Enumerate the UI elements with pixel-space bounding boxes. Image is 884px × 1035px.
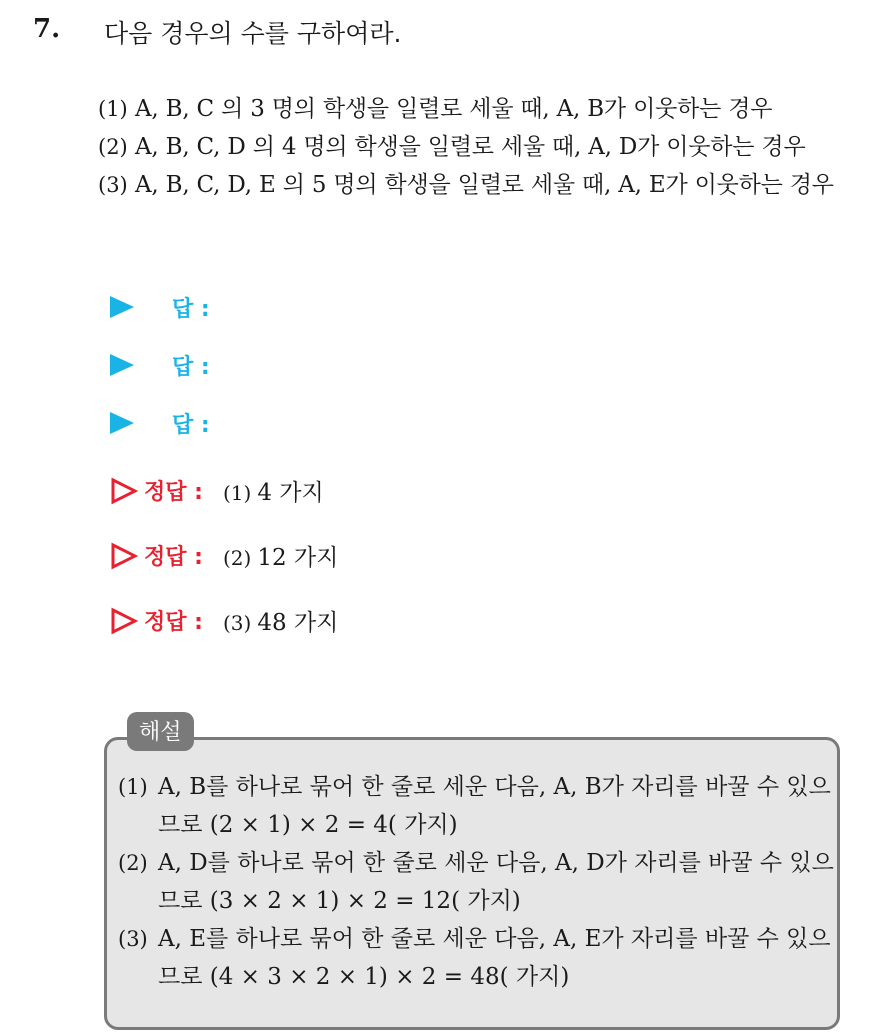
solution-text: A, B를 하나로 묶어 한 줄로 세운 다음, A, B가 자리를 바꿀 수 있으므로 (2 × 1) × 2 = 4( 가지) (158, 774, 831, 838)
correct-label: 정답 : (144, 480, 203, 505)
correct-value (223, 474, 324, 507)
item-text: A, B, C, D 의 4 명의 학생을 일렬로 세울 때, A, D가 이웃하는 경우 (135, 134, 806, 160)
question-items (98, 90, 868, 204)
correct-sub: (3) (222, 611, 252, 635)
question-item-1 (98, 90, 868, 128)
item-label: (2) (98, 135, 128, 159)
correct-value (223, 539, 338, 572)
outline-triangle-icon (110, 542, 138, 570)
item-label: (3) (98, 173, 128, 197)
correct-row-2 (110, 523, 338, 588)
question-number: 7. (33, 14, 61, 44)
question-item-2 (98, 128, 868, 166)
answer-row-2[interactable] (110, 336, 210, 394)
solution-content (118, 768, 838, 996)
solution-item-3 (118, 920, 838, 996)
question-item-3 (98, 166, 868, 204)
solution-label: (3) (118, 927, 148, 951)
play-triangle-icon (110, 296, 134, 318)
solution-item-1 (118, 768, 838, 844)
item-text: A, B, C, D, E 의 5 명의 학생을 일렬로 세울 때, A, E가 이웃하는 경우 (135, 172, 834, 198)
correct-answers (110, 458, 338, 653)
question-title: 다음 경우의 수를 구하여라. (104, 19, 402, 48)
item-label: (1) (98, 97, 128, 121)
correct-text: 4 가지 (257, 480, 324, 506)
outline-triangle-icon (110, 607, 138, 635)
solution-label: (1) (118, 775, 148, 799)
solution-tag: 해설 (127, 712, 194, 751)
item-text: A, B, C 의 3 명의 학생을 일렬로 세울 때, A, B가 이웃하는 경우 (135, 96, 773, 122)
correct-sub: (1) (222, 481, 252, 505)
correct-value (223, 604, 338, 637)
answer-label: 답 : (172, 354, 210, 380)
correct-text: 48 가지 (257, 610, 339, 636)
answer-row-1[interactable] (110, 278, 210, 336)
correct-label: 정답 : (144, 610, 203, 635)
solution-text: A, E를 하나로 묶어 한 줄로 세운 다음, A, E가 자리를 바꿀 수 있으므로 (4 × 3 × 2 × 1) × 2 = 48( 가지) (158, 926, 831, 990)
answer-row-3[interactable] (110, 394, 210, 452)
play-triangle-icon (110, 354, 134, 376)
correct-label: 정답 : (144, 545, 203, 570)
correct-row-3 (110, 588, 338, 653)
solution-text: A, D를 하나로 묶어 한 줄로 세운 다음, A, D가 자리를 바꿀 수 있으므로 (3 × 2 × 1) × 2 = 12( 가지) (158, 850, 834, 914)
play-triangle-icon (110, 412, 134, 434)
answer-label: 답 : (172, 296, 210, 322)
answer-label: 답 : (172, 412, 210, 438)
solution-item-2 (118, 844, 838, 920)
correct-sub: (2) (222, 546, 252, 570)
answer-blanks (110, 278, 210, 452)
correct-row-1 (110, 458, 338, 523)
correct-text: 12 가지 (257, 545, 339, 571)
solution-label: (2) (118, 851, 148, 875)
outline-triangle-icon (110, 477, 138, 505)
